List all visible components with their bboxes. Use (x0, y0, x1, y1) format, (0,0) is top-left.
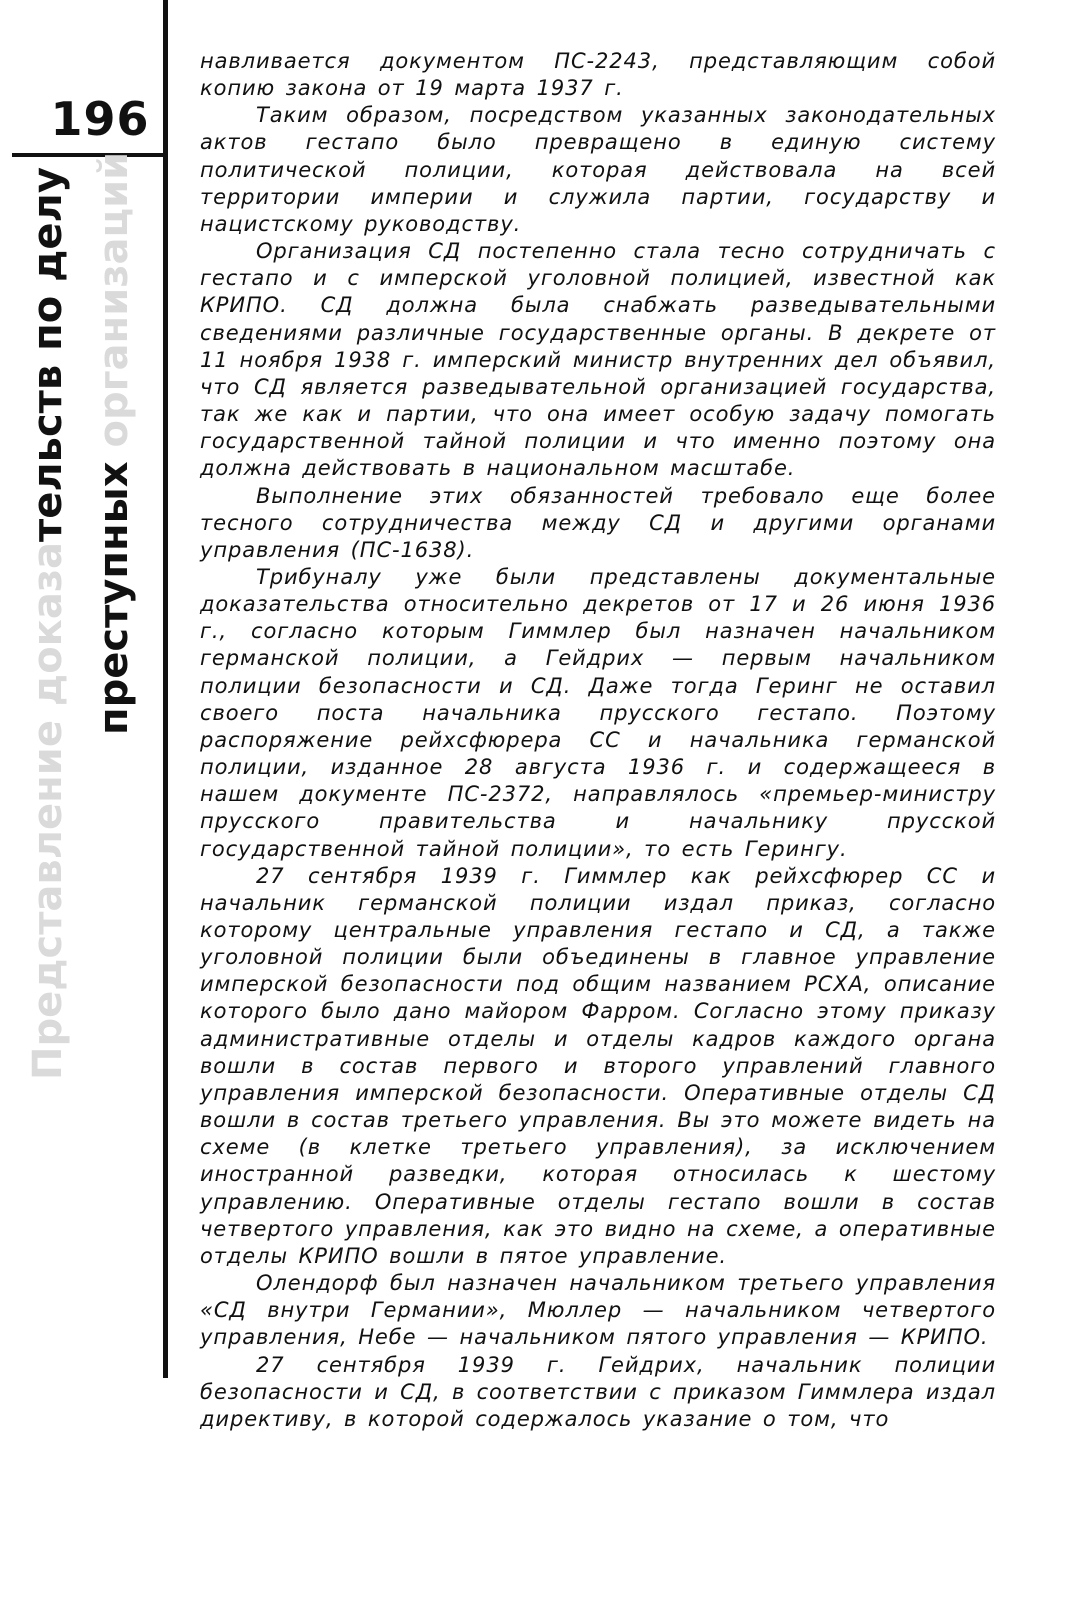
running-head-2-faint: организаций (91, 151, 137, 462)
page-margin (0, 0, 172, 1600)
running-head-line-1 (25, 167, 71, 1080)
paragraph: Олендорф был назначен начальником третьего управления «СД внутри Германии», Мюллер — начальником четвертого управления, Небе — начальником пятого управления — КРИПО. (200, 1271, 996, 1350)
paragraph: Трибуналу уже были представлены документальные доказательства относительно декретов от 17 и 26 июня 1936 г., согласно которым Гиммлер был назначен начальником германской полиции, а Гейдрих — первым начальником полиции безопасности и СД. Даже тогда Геринг не оставил своего поста начальника прусского гестапо. Поэтому распоряжение рейхсфюрера СС и начальника германской полиции, изданное 28 августа 1936 г. и содержащееся в нашем документе ПС-2372, направлялось «премьер-министру прусского правительства и начальнику прусской государственной тайной полиции», то есть Герингу. (200, 564, 996, 861)
paragraph: Таким образом, посредством указанных законодательных актов гестапо было превращено в единую систему политической полиции, которая действовала на всей территории империи и служила партии, государству и нацистскому руководству. (200, 103, 996, 236)
header-rule (12, 153, 166, 157)
running-head-1-dark: тельств по делу (25, 167, 71, 542)
running-head-1-faint: Представление доказа (25, 541, 71, 1080)
running-head-line-2 (91, 151, 137, 735)
margin-rule (163, 0, 168, 1378)
paragraph-continued: навливается документом ПС-2243, представляющим собой копию закона от 19 марта 1937 г. (200, 49, 996, 101)
page-number: 196 (50, 92, 150, 146)
body-text (200, 48, 996, 1433)
paragraph: Организация СД постепенно стала тесно сотрудничать с гестапо и с имперской уголовной полицией, известной как КРИПО. СД должна была снабжать разведывательными сведениями различные государственные органы. В декрете от 11 ноября 1938 г. имперский министр внутренних дел объявил, что СД является разведывательной организацией государства, так же как и партии, что она имеет особую задачу помогать государственной тайной полиции и что именно поэтому она должна действовать в национальном масштабе. (200, 239, 996, 481)
paragraph: Выполнение этих обязанностей требовало еще более тесного сотрудничества между СД и другими органами управления (ПС-1638). (200, 483, 996, 562)
paragraph-continues: 27 сентября 1939 г. Гейдрих, начальник полиции безопасности и СД, в соответствии с приказом Гиммлера издал директиву, в которой содержалось указание о том, что (200, 1352, 996, 1431)
paragraph: 27 сентября 1939 г. Гиммлер как рейхсфюрер СС и начальник германской полиции издал приказ, согласно которому центральные управления гестапо и СД, а также уголовной полиции были объединены в главное управление имперской безопасности под общим названием РСХА, описание которого было дано майором Фарром. Согласно этому приказу административные отделы и отделы кадров каждого органа вошли в состав первого и второго управлений главного управления имперской безопасности. Оперативные отделы СД вошли в состав третьего управления. Вы это можете видеть на схеме (в клетке третьего управления), за исключением иностранной разведки, которая относилась к шестому управлению. Оперативные отделы гестапо вошли в состав четвертого управления, как это видно на схеме, а оперативные отделы КРИПО вошли в пятое управление. (200, 863, 996, 1268)
running-head-2-dark: преступных (91, 461, 137, 735)
